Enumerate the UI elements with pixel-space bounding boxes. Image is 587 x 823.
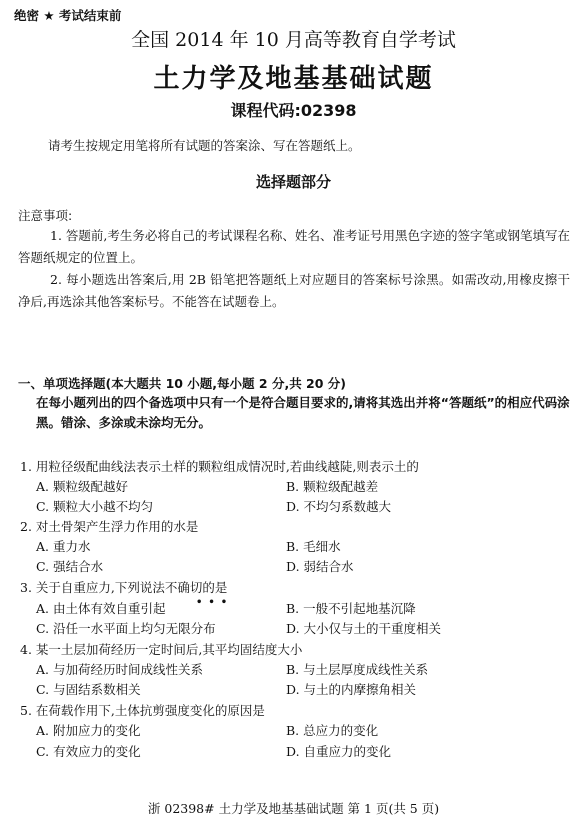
exam-title: 全国 2014 年 10 月高等教育自学考试 [131, 29, 456, 51]
option-a: A. 颗粒级配越好 [36, 479, 128, 494]
question-stem: 5. 在荷载作用下,土体抗剪强度变化的原因是 [20, 703, 265, 718]
question-stem: 1. 用粒径级配曲线法表示土样的颗粒组成情况时,若曲线越陡,则表示土的 [20, 459, 419, 474]
option-a: A. 附加应力的变化 [36, 723, 141, 738]
option-b: B. 毛细水 [286, 539, 341, 554]
option-c: C. 颗粒大小越不均匀 [36, 499, 154, 514]
question-stem: 3. 关于自重应力,下列说法不确切的是 [20, 580, 228, 595]
option-d: D. 与土的内摩擦角相关 [286, 682, 417, 697]
general-instruction: 请考生按规定用笔将所有试题的答案涂、写在答题纸上。 [48, 138, 361, 153]
question-stem: 4. 某一土层加荷经历一定时间后,其平均固结度大小 [20, 642, 303, 657]
section-instruction: 在每小题列出的四个备选项中只有一个是符合题目要求的,请将其选出并将“答题纸”的相应代码涂黑。错涂、多涂或未涂均无分。 [36, 395, 570, 430]
option-d: D. 大小仅与土的干重度相关 [286, 621, 442, 636]
note-item: 1. 答题前,考生务必将自己的考试课程名称、姓名、准考证号用黑色字迹的签字笔或钢笔填写在答题纸规定的位置上。 [18, 228, 570, 265]
option-b: B. 总应力的变化 [286, 723, 379, 738]
option-c: C. 强结合水 [36, 559, 104, 574]
option-c: C. 与固结系数相关 [36, 682, 141, 697]
option-d: D. 自重应力的变化 [286, 744, 392, 759]
option-b: B. 颗粒级配越差 [286, 479, 379, 494]
option-a: A. 与加荷经历时间成线性关系 [36, 662, 203, 677]
question-stem: 2. 对土骨架产生浮力作用的水是 [20, 519, 199, 534]
option-a: A. 由土体有效自重引起 [36, 601, 166, 616]
part-title: 选择题部分 [255, 173, 331, 191]
option-d: D. 不均匀系数越大 [286, 499, 392, 514]
option-b: B. 与土层厚度成线性关系 [286, 662, 429, 677]
subject-title: 土力学及地基基础试题 [153, 64, 434, 94]
notes-heading: 注意事项: [18, 208, 73, 223]
option-b: B. 一般不引起地基沉降 [286, 601, 416, 616]
emphasis-dots: ••• [196, 597, 234, 608]
section-heading: 一、单项选择题(本大题共 10 小题,每小题 2 分,共 20 分) [18, 376, 347, 391]
option-d: D. 弱结合水 [286, 559, 354, 574]
page-footer: 浙 02398# 土力学及地基基础试题 第 1 页(共 5 页) [147, 801, 440, 816]
option-c: C. 有效应力的变化 [36, 744, 141, 759]
note-item: 2. 每小题选出答案后,用 2B 铅笔把答题纸上对应题目的答案标号涂黑。如需改动,用橡皮擦干净后,再选涂其他答案标号。不能答在试题卷上。 [18, 272, 570, 309]
course-code: 课程代码:02398 [230, 101, 357, 120]
option-c: C. 沿任一水平面上均匀无限分布 [36, 621, 216, 636]
confidential-label: 绝密 ★ 考试结束前 [14, 8, 122, 23]
option-a: A. 重力水 [36, 539, 91, 554]
